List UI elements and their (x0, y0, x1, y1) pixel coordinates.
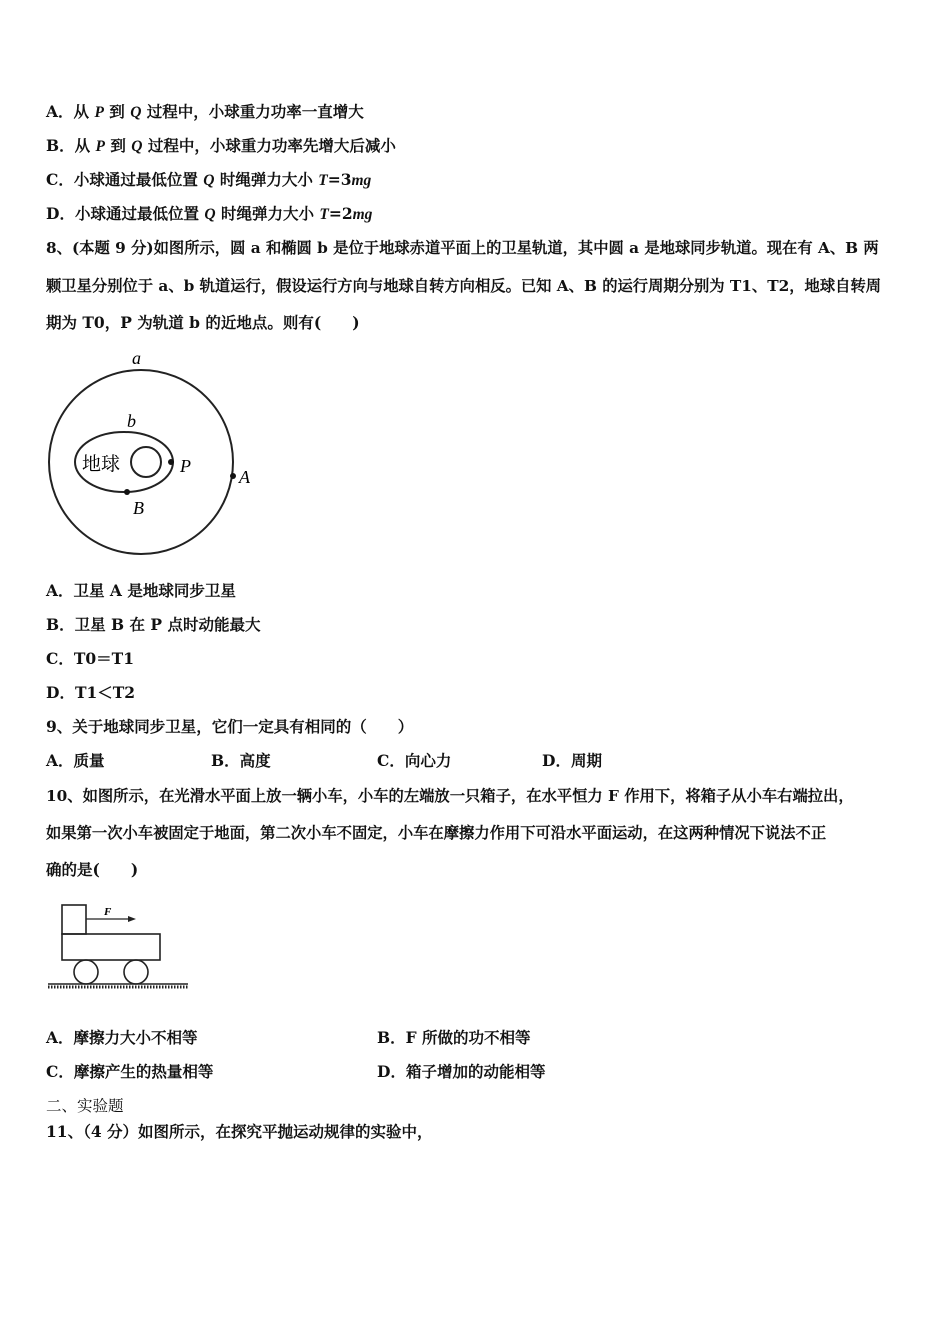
option-label: C． (46, 170, 74, 189)
q8-orbit-figure (40, 346, 270, 561)
q10-option-c: C．摩擦产生的热量相等 (46, 1062, 214, 1081)
q8-option-c: C．T0＝T1 (46, 649, 134, 668)
q10-option-b: B．F 所做的功不相等 (377, 1028, 531, 1047)
label-b: b (127, 411, 136, 431)
label-a: a (132, 348, 141, 368)
q10-stem-line-2: 如果第一次小车被固定于地面，第二次小车不固定，小车在摩擦力作用下可沿水平面运动，在这两种情况下说法不正 (46, 824, 827, 842)
label-A: A (239, 467, 250, 487)
earth-circle (131, 447, 161, 477)
label-B: B (133, 498, 144, 518)
q8-stem-line-1: 8、(本题 9 分)如图所示，圆 a 和椭圆 b 是位于地球赤道平面上的卫星轨道，其中圆 a 是地球同步轨道。现在有 A、B 两 (46, 239, 879, 257)
satellite-b-dot (124, 489, 130, 495)
q10-stem-line-3: 确的是( ) (46, 860, 139, 879)
q9-option-d: D．周期 (542, 751, 602, 770)
q9-option-c: C．向心力 (377, 751, 452, 770)
q9-option-b: B．高度 (211, 751, 271, 770)
q8-stem-line-3: 期为 T0，P 为轨道 b 的近地点。则有( ) (46, 313, 360, 332)
q11-stem: 11、（4 分）如图所示，在探究平抛运动规律的实验中， (46, 1122, 433, 1141)
point-p-dot (168, 459, 174, 465)
q10-option-a: A．摩擦力大小不相等 (46, 1028, 198, 1047)
cart-body (62, 934, 160, 960)
cart-wheel-right (124, 960, 148, 984)
option-label: B． (46, 136, 75, 155)
force-arrow-head (128, 916, 136, 922)
q8-option-a: A．卫星 A 是地球同步卫星 (46, 581, 236, 600)
q10-stem-line-1: 10、如图所示，在光滑水平面上放一辆小车，小车的左端放一只箱子，在水平恒力 F 作用下，将箱子从小车右端拉出， (46, 787, 854, 805)
q7-option-d: D．小球通过最低位置 Q 时绳弹力大小 T=2mg (46, 204, 373, 223)
q7-option-c: C．小球通过最低位置 Q 时绳弹力大小 T=3mg (46, 170, 372, 189)
q7-option-b: B．从 P 到 Q 过程中，小球重力功率先增大后减小 (46, 136, 396, 155)
q9-stem: 9、关于地球同步卫星，它们一定具有相同的（ ） (46, 717, 414, 736)
q10-option-d: D．箱子增加的动能相等 (377, 1062, 546, 1081)
option-label: A． (46, 102, 74, 121)
q8-stem-line-2: 颗卫星分别位于 a、b 轨道运行，假设运行方向与地球自转方向相反。已知 A、B 的运行周期分别为 T1、T2，地球自转周 (46, 277, 882, 295)
section-title: 二、实验题 (46, 1097, 124, 1115)
satellite-a-dot (230, 473, 236, 479)
orbit-a-circle (49, 370, 233, 554)
box (62, 905, 86, 934)
q8-option-d: D．T1＜T2 (46, 683, 136, 702)
label-F: F (104, 906, 112, 918)
q10-cart-figure (44, 898, 194, 993)
q7-option-a: A．从 P 到 Q 过程中，小球重力功率一直增大 (46, 102, 364, 121)
label-earth: 地球 (82, 454, 121, 475)
q9-option-a: A．质量 (46, 751, 105, 770)
cart-wheel-left (74, 960, 98, 984)
option-label: D． (46, 204, 75, 223)
label-p: P (180, 456, 191, 476)
q8-option-b: B．卫星 B 在 P 点时动能最大 (46, 615, 261, 634)
